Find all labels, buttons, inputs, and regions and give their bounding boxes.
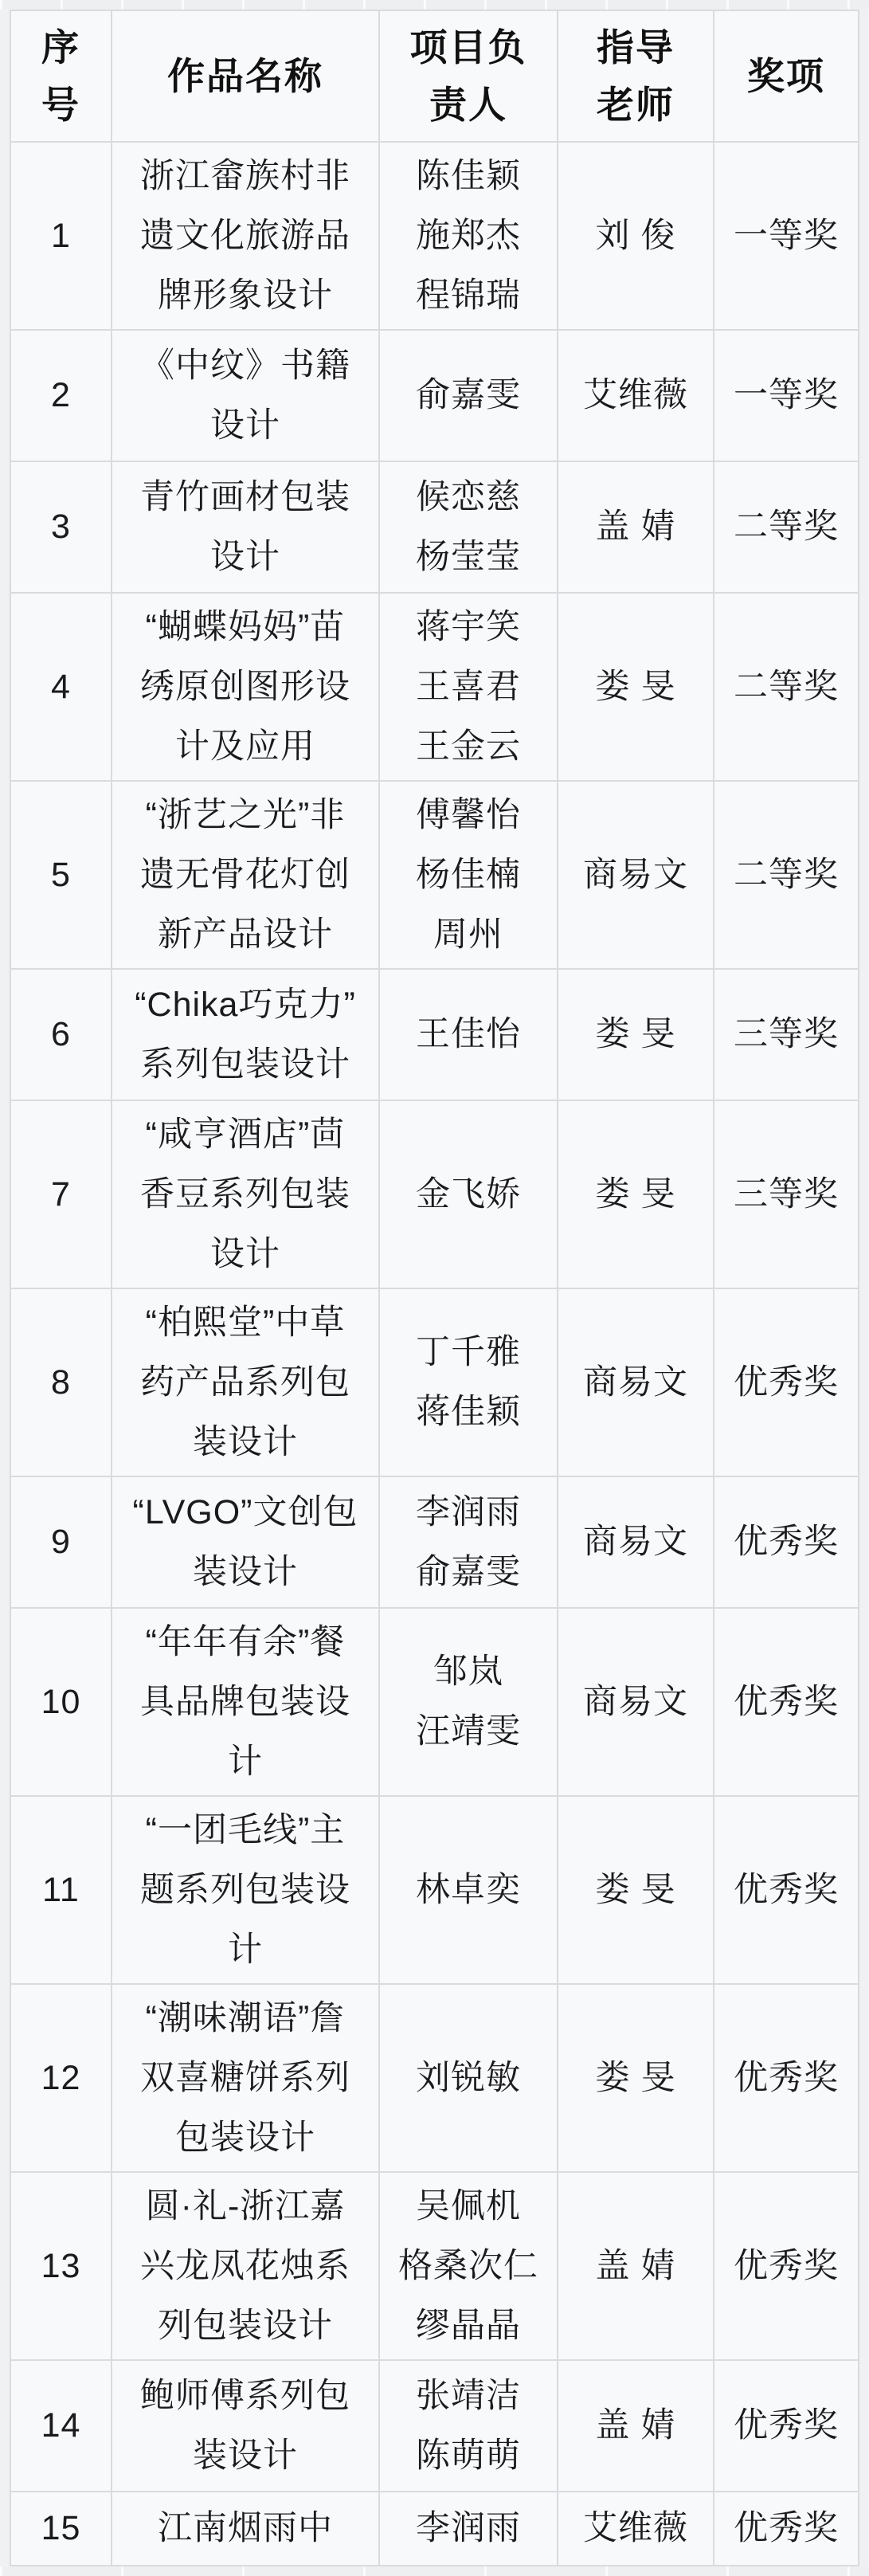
- cell-project-leaders: 陈佳颖 施郑杰 程锦瑞: [379, 142, 558, 330]
- cell-no: 1: [10, 142, 112, 330]
- cell-award: 优秀奖: [714, 2172, 859, 2360]
- cell-no: 13: [10, 2172, 112, 2360]
- cell-project-leaders: 张靖洁 陈萌萌: [379, 2360, 558, 2492]
- cell-no: 11: [10, 1796, 112, 1984]
- cell-advisor: 刘 俊: [558, 142, 714, 330]
- cell-no: 10: [10, 1608, 112, 1796]
- cell-award: 二等奖: [714, 781, 859, 969]
- cell-advisor: 盖 婧: [558, 461, 714, 593]
- cell-award: 优秀奖: [714, 1476, 859, 1608]
- cell-advisor: 商易文: [558, 1608, 714, 1796]
- cell-advisor: 盖 婧: [558, 2360, 714, 2492]
- cell-work-name: “LVGO”文创包 装设计: [112, 1476, 379, 1608]
- cell-award: 一等奖: [714, 142, 859, 330]
- cell-work-name: “Chika巧克力” 系列包装设计: [112, 969, 379, 1100]
- cell-award: 三等奖: [714, 969, 859, 1100]
- table-row: [10, 1796, 859, 1984]
- cell-project-leaders: 王佳怡: [379, 969, 558, 1100]
- table-row: [10, 969, 859, 1100]
- cell-advisor: 娄 旻: [558, 1796, 714, 1984]
- awards-table: [10, 10, 859, 2566]
- header-cell: 作品名称: [112, 10, 379, 142]
- header-cell: 序 号: [10, 10, 112, 142]
- cell-work-name: 青竹画材包装 设计: [112, 461, 379, 593]
- cell-no: 9: [10, 1476, 112, 1608]
- cell-award: 二等奖: [714, 461, 859, 593]
- table-header: [10, 10, 859, 142]
- table-row: [10, 142, 859, 330]
- cell-advisor: 商易文: [558, 781, 714, 969]
- cell-award: 优秀奖: [714, 1288, 859, 1476]
- cell-no: 3: [10, 461, 112, 593]
- table-row: [10, 2172, 859, 2360]
- cell-project-leaders: 李润雨: [379, 2492, 558, 2566]
- cell-work-name: “年年有余”餐 具品牌包装设 计: [112, 1608, 379, 1796]
- cell-advisor: 盖 婧: [558, 2172, 714, 2360]
- table-row: [10, 781, 859, 969]
- cell-no: 2: [10, 330, 112, 461]
- cell-advisor: 艾维薇: [558, 330, 714, 461]
- table-body: [10, 142, 859, 2566]
- cell-award: 优秀奖: [714, 2360, 859, 2492]
- cell-work-name: 江南烟雨中: [112, 2492, 379, 2566]
- cell-project-leaders: 邹岚 汪靖雯: [379, 1608, 558, 1796]
- cell-work-name: 圆·礼-浙江嘉 兴龙凤花烛系 列包装设计: [112, 2172, 379, 2360]
- table-row: [10, 1288, 859, 1476]
- cell-work-name: “一团毛线”主 题系列包装设 计: [112, 1796, 379, 1984]
- cell-project-leaders: 刘锐敏: [379, 1984, 558, 2172]
- cell-advisor: 商易文: [558, 1288, 714, 1476]
- cell-award: 优秀奖: [714, 1608, 859, 1796]
- cell-work-name: “柏熙堂”中草 药产品系列包 装设计: [112, 1288, 379, 1476]
- cell-no: 7: [10, 1100, 112, 1288]
- cell-project-leaders: 候恋慈 杨莹莹: [379, 461, 558, 593]
- table-row: [10, 593, 859, 781]
- table-row: [10, 2492, 859, 2566]
- cell-project-leaders: 蒋宇笑 王喜君 王金云: [379, 593, 558, 781]
- cell-project-leaders: 傅馨怡 杨佳楠 周州: [379, 781, 558, 969]
- cell-advisor: 商易文: [558, 1476, 714, 1608]
- cell-work-name: “潮味潮语”詹 双喜糖饼系列 包装设计: [112, 1984, 379, 2172]
- cell-no: 8: [10, 1288, 112, 1476]
- cropped-row-above: [0, 0, 869, 10]
- cell-advisor: 娄 旻: [558, 1100, 714, 1288]
- table-row: [10, 2360, 859, 2492]
- cell-no: 4: [10, 593, 112, 781]
- table-row: [10, 1608, 859, 1796]
- table-row: [10, 1100, 859, 1288]
- cell-work-name: 浙江畲族村非 遗文化旅游品 牌形象设计: [112, 142, 379, 330]
- cell-no: 14: [10, 2360, 112, 2492]
- header-cell: 指导 老师: [558, 10, 714, 142]
- cell-work-name: 鲍师傅系列包 装设计: [112, 2360, 379, 2492]
- cell-work-name: “咸亨酒店”茴 香豆系列包装 设计: [112, 1100, 379, 1288]
- header-cell: 项目负 责人: [379, 10, 558, 142]
- header-cell: 奖项: [714, 10, 859, 142]
- cell-award: 优秀奖: [714, 1984, 859, 2172]
- cell-award: 三等奖: [714, 1100, 859, 1288]
- header-row: [10, 10, 859, 142]
- cell-no: 15: [10, 2492, 112, 2566]
- cell-work-name: “浙艺之光”非 遗无骨花灯创 新产品设计: [112, 781, 379, 969]
- cell-project-leaders: 金飞娇: [379, 1100, 558, 1288]
- cell-award: 二等奖: [714, 593, 859, 781]
- cell-no: 6: [10, 969, 112, 1100]
- table-row: [10, 1984, 859, 2172]
- cell-advisor: 娄 旻: [558, 969, 714, 1100]
- cell-award: 优秀奖: [714, 2492, 859, 2566]
- cell-no: 5: [10, 781, 112, 969]
- cell-advisor: 娄 旻: [558, 593, 714, 781]
- cell-advisor: 娄 旻: [558, 1984, 714, 2172]
- cell-project-leaders: 俞嘉雯: [379, 330, 558, 461]
- cell-work-name: “蝴蝶妈妈”苗 绣原创图形设 计及应用: [112, 593, 379, 781]
- table-row: [10, 330, 859, 461]
- table-row: [10, 1476, 859, 1608]
- table-row: [10, 461, 859, 593]
- cell-project-leaders: 丁千雅 蒋佳颖: [379, 1288, 558, 1476]
- cell-advisor: 艾维薇: [558, 2492, 714, 2566]
- cell-project-leaders: 吴佩机 格桑次仁 缪晶晶: [379, 2172, 558, 2360]
- cell-work-name: 《中纹》书籍 设计: [112, 330, 379, 461]
- cell-project-leaders: 李润雨 俞嘉雯: [379, 1476, 558, 1608]
- cell-project-leaders: 林卓奕: [379, 1796, 558, 1984]
- cell-award: 一等奖: [714, 330, 859, 461]
- cell-no: 12: [10, 1984, 112, 2172]
- cell-award: 优秀奖: [714, 1796, 859, 1984]
